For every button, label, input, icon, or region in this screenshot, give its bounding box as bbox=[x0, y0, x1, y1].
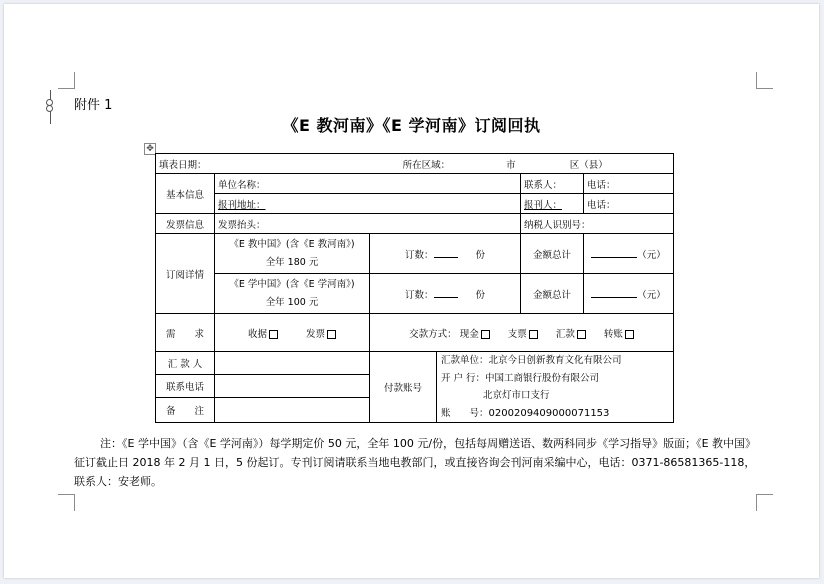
product-1-name: 《E 教中国》(含《E 教河南》) bbox=[229, 238, 355, 250]
taxpayer-id-cell[interactable]: 纳税人识别号： bbox=[521, 214, 674, 234]
receipt-invoice-cell bbox=[215, 314, 370, 352]
document-page bbox=[4, 4, 819, 578]
basic-info-header: 基本信息 bbox=[156, 174, 215, 214]
receipt-option[interactable]: 收据 bbox=[248, 329, 278, 340]
product-1-cell bbox=[215, 234, 370, 274]
product-2-copies-cell[interactable]: 订数： 份 bbox=[370, 274, 521, 314]
recipient-cell[interactable] bbox=[521, 194, 584, 214]
payee-unit: 汇款单位：北京今日创新教育文化有限公司 bbox=[441, 355, 622, 366]
product-2-price: 全年 100 元 bbox=[265, 296, 319, 308]
cash-option[interactable]: 现金 bbox=[460, 329, 490, 340]
remarks-header: 备 注 bbox=[156, 398, 215, 423]
margin-corner-bottom-left bbox=[58, 494, 75, 511]
region-city: 市 bbox=[506, 159, 516, 171]
product-1-copies-cell[interactable]: 订数： 份 bbox=[370, 234, 521, 274]
remittance-option[interactable]: 汇款 bbox=[556, 329, 586, 340]
remitter-cell[interactable] bbox=[215, 352, 370, 375]
contact-person-cell[interactable]: 联系人： bbox=[521, 174, 584, 194]
cash-checkbox[interactable] bbox=[481, 330, 490, 339]
date-region-row[interactable] bbox=[156, 154, 674, 174]
payment-method-cell: 交款方式： 现金 支票 汇款 转账 bbox=[370, 314, 674, 352]
remarks-cell[interactable] bbox=[215, 398, 370, 423]
transfer-option[interactable]: 转账 bbox=[604, 329, 634, 340]
invoice-option[interactable]: 发票 bbox=[306, 329, 336, 340]
table-move-handle-icon[interactable]: ✥ bbox=[144, 143, 156, 155]
mail-address-cell[interactable] bbox=[215, 194, 521, 214]
region-district: 区（县） bbox=[569, 159, 608, 171]
contact-phone-cell[interactable] bbox=[215, 375, 370, 398]
receipt-checkbox[interactable] bbox=[269, 330, 278, 339]
date-label: 填表日期： bbox=[159, 159, 207, 171]
unit-name-cell[interactable]: 单位名称： bbox=[215, 174, 521, 194]
product-1-price: 全年 180 元 bbox=[265, 256, 319, 268]
invoice-info-header: 发票信息 bbox=[156, 214, 215, 234]
check-option[interactable]: 支票 bbox=[508, 329, 538, 340]
need-header: 需 求 bbox=[156, 314, 215, 352]
product-2-cell bbox=[215, 274, 370, 314]
product-1-total-label: 金额总计 bbox=[521, 234, 584, 274]
payee-branch: 北京灯市口支行 bbox=[483, 390, 550, 401]
invoice-checkbox[interactable] bbox=[327, 330, 336, 339]
payee-account-row: 账 号：0200209409000071153 bbox=[441, 407, 610, 419]
order-details-header: 订阅详情 bbox=[156, 234, 215, 314]
recipient-label: 报刊人： bbox=[524, 199, 563, 211]
contact-phone-header: 联系电话 bbox=[156, 375, 215, 398]
phone-cell-2[interactable]: 电话： bbox=[584, 194, 674, 214]
phone-cell[interactable]: 电话： bbox=[584, 174, 674, 194]
margin-corner-bottom-right bbox=[756, 494, 773, 511]
subscription-form-table bbox=[155, 153, 674, 423]
product-2-total-cell[interactable]: （元） bbox=[584, 274, 674, 314]
product-2-name: 《E 学中国》(含《E 学河南》) bbox=[229, 278, 355, 290]
remitter-header: 汇 款 人 bbox=[156, 352, 215, 375]
margin-corner-top-right bbox=[756, 72, 773, 89]
remittance-checkbox[interactable] bbox=[577, 330, 586, 339]
annex-label: 附件 1 bbox=[74, 98, 113, 113]
transfer-checkbox[interactable] bbox=[625, 330, 634, 339]
invoice-title-cell[interactable]: 发票抬头： bbox=[215, 214, 521, 234]
footnote: 注：《E 学中国》（含《E 学河南》）每学期定价 50 元，全年 100 元/份，包括每周赠送语、数两科同步《学习指导》版面；《E 教中国》征订截止日 2018 年 2 月 1 日，5 份起订。专刊订阅请联系当地电教部门，或直接咨询会刊河南采编中心，电话：0371-86581365-118，联系人：安老师。 bbox=[74, 437, 757, 488]
payee-details-cell bbox=[437, 352, 674, 423]
check-checkbox[interactable] bbox=[529, 330, 538, 339]
region-label: 所在区域： bbox=[402, 159, 451, 171]
product-2-total-label: 金额总计 bbox=[521, 274, 584, 314]
product-1-total-cell[interactable]: （元） bbox=[584, 234, 674, 274]
mail-address-label: 报刊地址： bbox=[218, 199, 266, 211]
payee-bank: 开 户 行：中国工商银行股份有限公司 bbox=[441, 372, 600, 384]
document-title: 《E 教河南》《E 学河南》订阅回执 bbox=[282, 116, 541, 135]
account-number: 0200209409000071153 bbox=[488, 407, 610, 419]
payee-account-header: 付款账号 bbox=[370, 352, 437, 423]
margin-corner-top-left bbox=[58, 72, 75, 89]
